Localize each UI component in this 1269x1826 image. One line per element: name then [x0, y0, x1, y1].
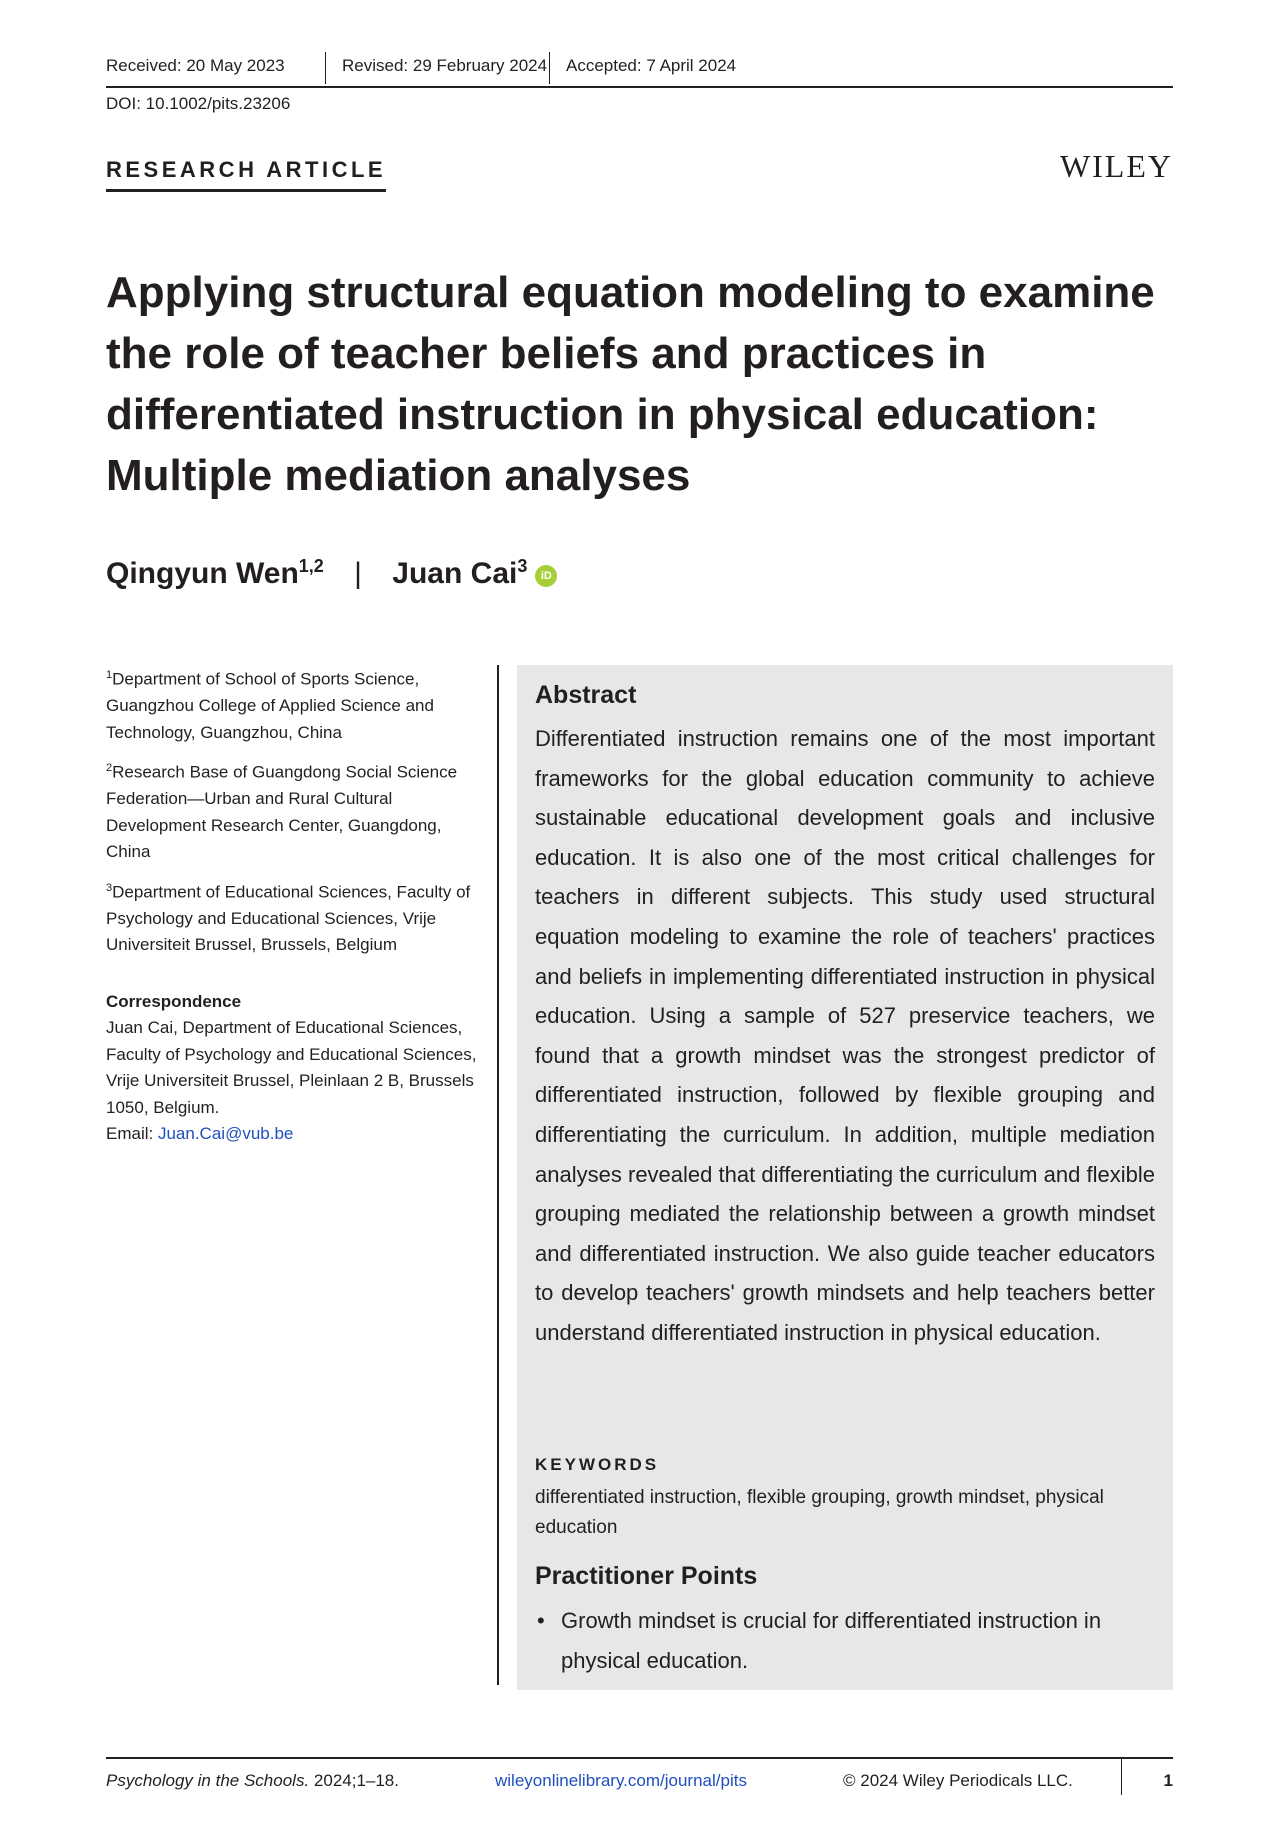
revised-date: Revised: 29 February 2024 — [342, 56, 548, 75]
author-affiliation-marker: 3 — [517, 556, 528, 576]
page-number: 1 — [1163, 1771, 1173, 1790]
journal-url-link[interactable]: wileyonlinelibrary.com/journal/pits — [495, 1771, 747, 1790]
author-separator: | — [354, 557, 362, 590]
journal-name: Psychology in the Schools. — [106, 1771, 310, 1790]
affiliation-text: Department of School of Sports Science, Guangzhou College of Applied Science and Technology, Guangzhou, China — [106, 669, 434, 742]
article-dates — [106, 56, 1173, 88]
practitioner-point-text: Growth mindset is crucial for differentiated instruction in physical education. — [561, 1608, 1102, 1673]
citation-info: 2024;1–18. — [313, 1771, 399, 1790]
abstract-heading: Abstract — [535, 681, 637, 709]
affiliation-text: Department of Educational Sciences, Faculty of Psychology and Educational Sciences, Vrije Universiteit Brussel, Brussels, Belgium — [106, 882, 471, 955]
author-affiliation-marker: 1,2 — [298, 556, 324, 576]
affiliation-text: Research Base of Guangdong Social Science Federation—Urban and Rural Cultural Development Research Center, Guangdong, China — [106, 762, 458, 862]
author-line — [106, 556, 557, 591]
affiliation-number: 3 — [106, 881, 113, 894]
journal-citation — [106, 1771, 399, 1791]
bullet-icon: • — [537, 1608, 545, 1633]
article-type-label: RESEARCH ARTICLE — [106, 157, 386, 192]
affiliation-number: 2 — [106, 762, 113, 775]
footer-divider — [1121, 1759, 1122, 1795]
affiliation — [106, 875, 486, 959]
email-label: Email: — [106, 1124, 158, 1144]
correspondence-email — [106, 1121, 486, 1148]
keywords-text: differentiated instruction, flexible grouping, growth mindset, physical education — [535, 1487, 1104, 1538]
affiliation — [106, 755, 486, 866]
doi: DOI: 10.1002/pits.23206 — [106, 94, 291, 113]
accepted-date: Accepted: 7 April 2024 — [566, 56, 737, 75]
abstract-text: Differentiated instruction remains one of the most important frameworks for the global education community to achieve sustainable educational development goals and inclusive education. It is also one of the most critical challenges for teachers in different subjects. This study used structural equation modeling to examine the role of teachers' practices and beliefs in implementing differentiated instruction in physical education. Using a sample of 527 preservice teachers, we found that a growth mindset was the strongest predictor of differentiated instruction, followed by flexible grouping and differentiating the curriculum. In addition, multiple mediation analyses revealed that differentiating the curriculum and flexible grouping mediated the relationship between a growth mindset and differentiated instruction. We also guide teacher educators to develop teachers' growth mindsets and help teachers better understand differentiated instruction in physical education. — [535, 726, 1155, 1345]
email-link[interactable]: Juan.Cai@vub.be — [157, 1124, 294, 1144]
affiliation — [106, 662, 486, 746]
orcid-icon[interactable]: iD — [535, 565, 557, 587]
wiley-logo: WILEY — [1059, 148, 1173, 184]
column-divider — [497, 665, 499, 1685]
keywords-heading: KEYWORDS — [535, 1455, 660, 1474]
correspondence-heading: Correspondence — [106, 991, 242, 1011]
date-divider — [549, 52, 550, 84]
copyright: © 2024 Wiley Periodicals LLC. — [843, 1771, 1073, 1790]
correspondence-text: Juan Cai, Department of Educational Sciences, Faculty of Psychology and Educational Sciences, Vrije Universiteit Brussel, Pleinlaan 2 B, Brussels 1050, Belgium. — [106, 1018, 477, 1117]
page-footer — [106, 1757, 1173, 1809]
received-date: Received: 20 May 2023 — [106, 56, 285, 75]
practitioner-points-heading: Practitioner Points — [535, 1562, 758, 1590]
affiliations-column — [106, 662, 486, 1148]
paper-title: Applying structural equation modeling to examine the role of teacher beliefs and practices in differentiated instruction in physical education: Multiple mediation analyses — [106, 268, 1155, 500]
practitioner-points-list — [535, 1601, 1155, 1680]
author-name: Juan Cai — [392, 557, 518, 590]
abstract-box — [517, 665, 1173, 1690]
date-divider — [325, 52, 326, 84]
affiliation-number: 1 — [106, 669, 113, 681]
author-name: Qingyun Wen — [106, 557, 299, 590]
list-item — [535, 1601, 1155, 1680]
